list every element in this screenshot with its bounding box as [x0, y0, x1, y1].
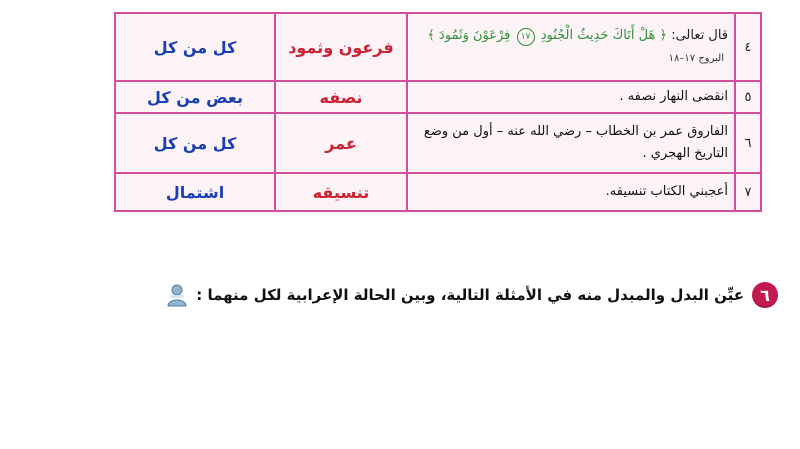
- table-row: [115, 113, 761, 173]
- row-number: ٧: [735, 173, 761, 211]
- quran-text: ﴿ هَلْ أَتَاكَ حَدِيثُ الْجُنُودِ: [540, 27, 668, 43]
- badal-type-cell: كل من كل: [115, 13, 275, 81]
- example-cell: أعجبني الكتاب تنسيقه.: [407, 173, 735, 211]
- ayah-marker: ١٧: [517, 28, 535, 46]
- quran-text-cont: فِرْعَوْنَ وَثَمُودَ ﴾: [427, 27, 511, 43]
- row-number: ٤: [735, 13, 761, 81]
- row-number: ٦: [735, 113, 761, 173]
- badal-table: [114, 12, 762, 212]
- mubdal-minhu-cell: تنسيقه: [275, 173, 407, 211]
- mubdal-minhu-cell: نصفه: [275, 81, 407, 113]
- exercise-number-badge: ٦: [752, 282, 778, 308]
- exercise-heading: [138, 282, 778, 308]
- example-cell: [407, 13, 735, 81]
- mubdal-minhu-cell: فرعون وثمود: [275, 13, 407, 81]
- example-cell: انقضى النهار نصفه .: [407, 81, 735, 113]
- example-cell: الفاروق عمر بن الخطاب – رضي الله عنه – أول من وضع التاريخ الهجري .: [407, 113, 735, 173]
- badal-type-cell: اشتمال: [115, 173, 275, 211]
- person-icon: [166, 283, 188, 307]
- example-intro: قال تعالى:: [671, 27, 728, 43]
- table-row: [115, 173, 761, 211]
- table-row: [115, 81, 761, 113]
- badal-type-cell: كل من كل: [115, 113, 275, 173]
- exercise-instruction: عيِّن البدل والمبدل منه في الأمثلة التالية، وبين الحالة الإعرابية لكل منهما :: [196, 286, 744, 304]
- table-row: [115, 13, 761, 81]
- mubdal-minhu-cell: عمر: [275, 113, 407, 173]
- surah-reference: البروج ١٧–١٨: [668, 52, 724, 64]
- row-number: ٥: [735, 81, 761, 113]
- badal-type-cell: بعض من كل: [115, 81, 275, 113]
